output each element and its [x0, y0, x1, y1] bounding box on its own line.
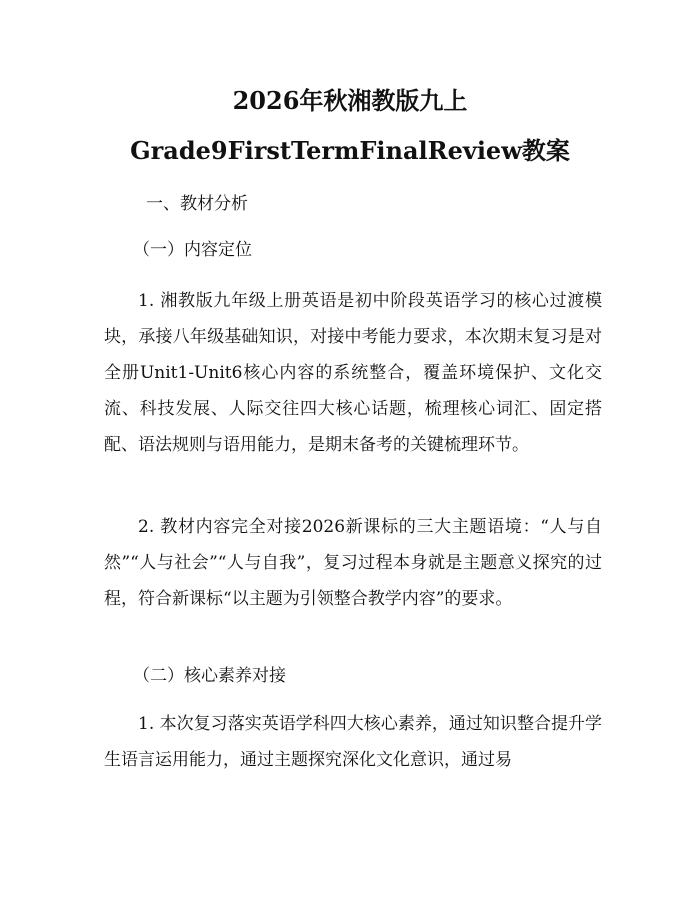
document-title-line-2: Grade9FirstTermFinalReview教案	[130, 136, 570, 165]
paragraph-content-positioning-1: 1. 湘教版九年级上册英语是初中阶段英语学习的核心过渡模块，承接八年级基础知识，对接中考能力要求，本次期末复习是对全册Unit1-Unit6核心内容的系统整合，覆盖环境保护、文化交流、科技发展、人际交往四大核心话题，梳理核心词汇、固定搭配、语法规则与语用能力，是期末备考的关键梳理环节。	[104, 291, 602, 455]
subsection-heading-content-positioning: （一）内容定位	[133, 240, 252, 260]
paragraph-content-positioning-2: 2. 教材内容完全对接2026新课标的三大主题语境：“人与自然”“人与社会”“人与自我”，复习过程本身就是主题意义探究的过程，符合新课标“以主题为引领整合教学内容”的要求。	[104, 517, 602, 609]
paragraph-core-literacy-1: 1. 本次复习落实英语学科四大核心素养，通过知识整合提升学生语言运用能力，通过主题探究深化文化意识，通过易	[104, 714, 602, 770]
section-heading-textbook-analysis: 一、教材分析	[146, 194, 248, 214]
subsection-heading-core-literacy: （二）核心素养对接	[133, 666, 286, 686]
document-title-line-1: 2026年秋湘教版九上	[232, 86, 468, 115]
